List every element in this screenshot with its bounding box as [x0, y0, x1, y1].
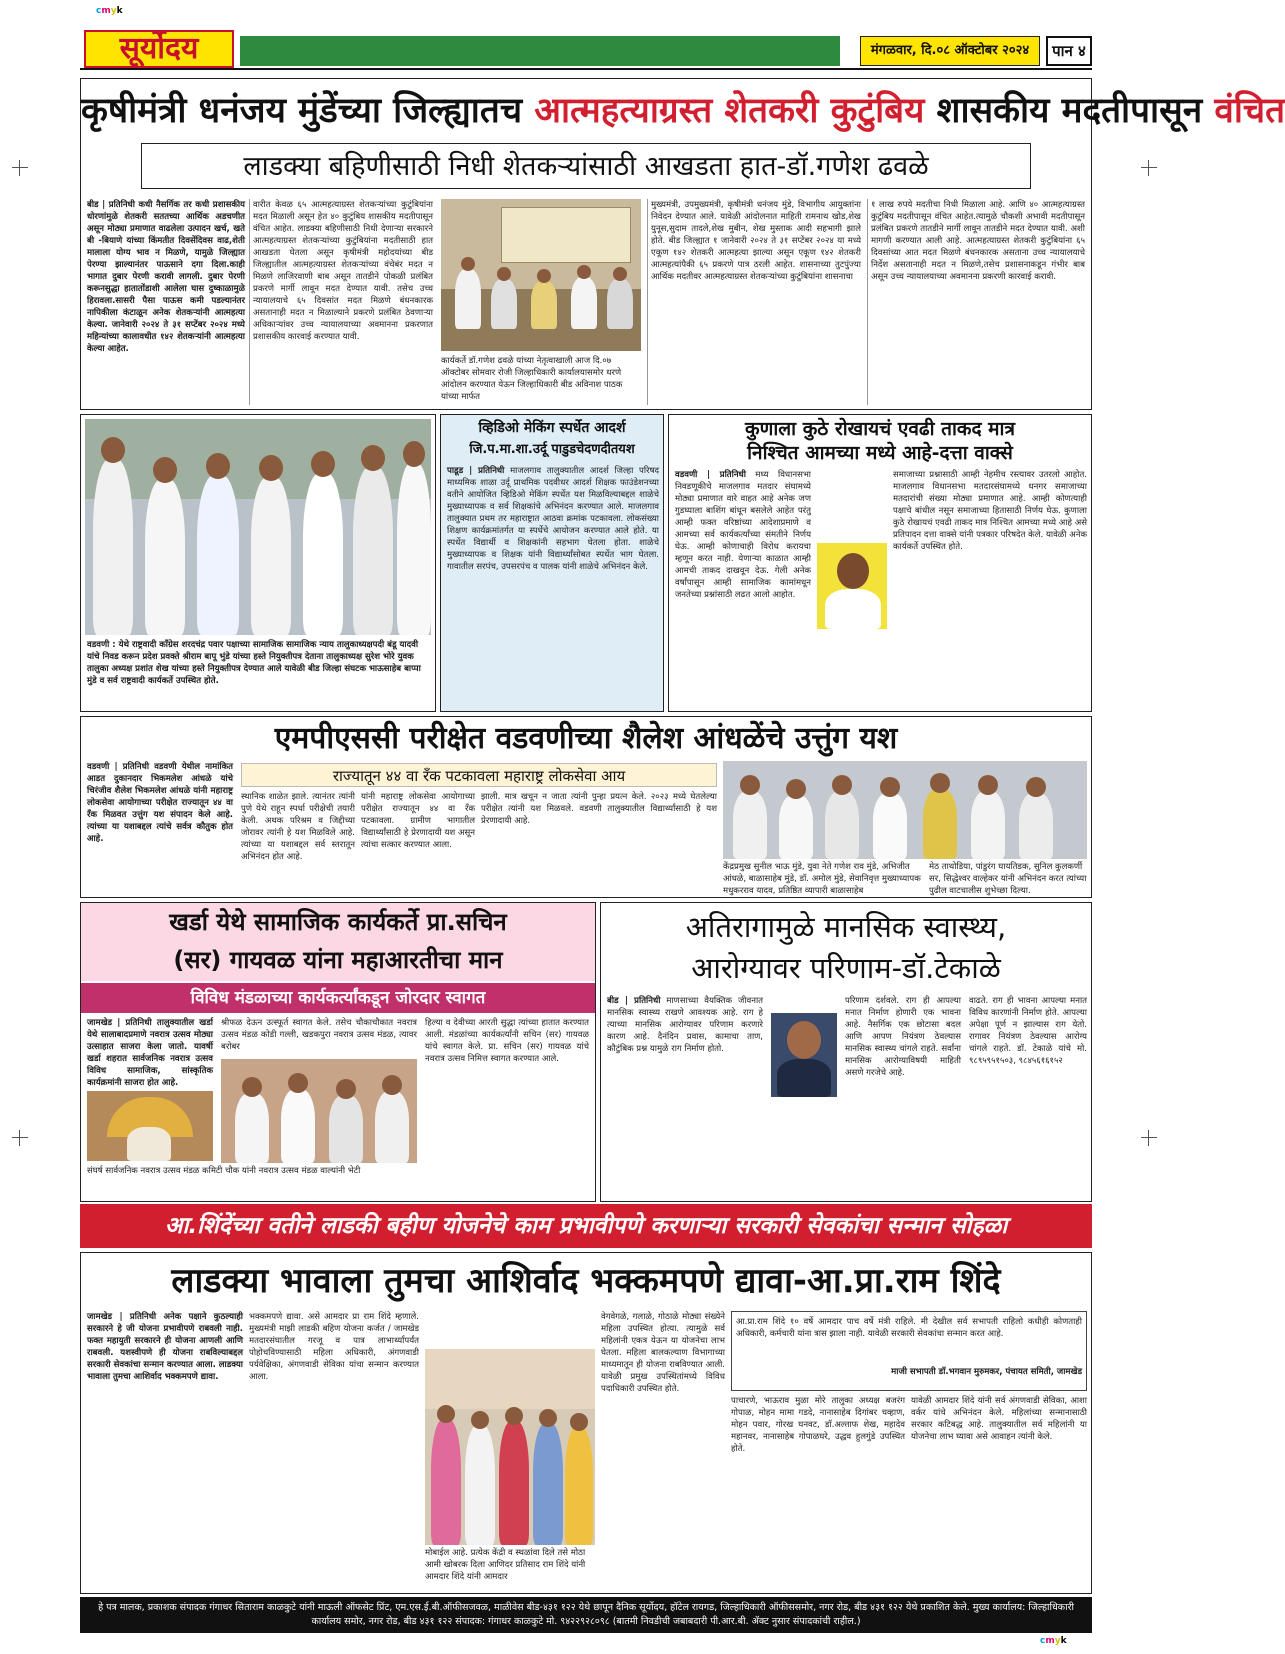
story-column: स्थानिक शाळेत झाले. त्यानंतर त्यांनी पुणे येथे राहून स्पर्धा परीक्षेची तयारी केली. अथक परिश्रम व जिद्दीच्या जोरावर त्यांनी हे यश मिळविले आहे. त्यांच्या या यशाबद्दल सर्व स्तरातून अभिनंदन होत आहे.	[241, 792, 355, 862]
story-column: समाजाच्या प्रश्नासाठी आम्ही नेहमीच रस्त्यावर उतरलो आहोत. माजलगाव विधानसभा मतदारसंघामध्ये धनगर समाजाच्या मतदारांची संख्या मोठ्या प्रमाणात आहे. आम्ही कोणत्याही पक्षाचे बांधील नसून समाजाच्या हितासाठी निर्णय घेऊ. कुणाला कुठे रोखायचं एवढी ताकद मात्र निश्चित आमच्या मध्ये आहे असे प्रतिपादन दत्ता वाक्से यांनी पत्रकार परिषदेत केले. यावेळी अनेक कार्यकर्ते उपस्थित होते.	[893, 470, 1087, 552]
story-headline: व्हिडिओ मेकिंग स्पर्धेत आदर्श	[478, 420, 626, 436]
page-number: पान ४	[1046, 36, 1092, 66]
doctor-portrait	[771, 1013, 837, 1097]
story-column: वारीत केवळ ६५ आत्महत्याग्रस्त शेतकऱ्यांच्या कुटुंबियांना मदत मिळाली असून हेत ४० कुटुंबिय शासकीय मदतीपासून वंचित आहेत. लाडक्या बहिणीसाठी निधी देणाऱ्या सरकारने आत्महत्याग्रस्त शेतकऱ्यांच्या कुटुंबियांना मदतीसाठी हात आखडता घेतला असून कृषीमंत्री महोदयांच्या बीड जिल्ह्यातील आत्महत्याग्रस्त शेतकऱ्यांच्या वंचेबंर मदत न मिळणे लाजिरवाणी बाब असून तातडीने पोकळी प्रलंबित प्रकरणे मार्गी लावून मदत देण्यात यावी. तसेच उच्च न्यायालयाचे ६५ दिवसांत मदत मिळणे बंधनकारक असतानाही मदत न मिळाल्याने प्रकरणे प्रलंबित ठेवणाऱ्या अधिकाऱ्यांवर उच्च न्यायालयाच्या अवमानना प्रकरणात प्रशासकीय कारवाई करण्यात यावी.	[253, 200, 433, 342]
photo-caption: संघर्ष सार्वजनिक नवरात्र उत्सव मंडळ कमिटी चौक यांनी नवरात्र उत्सव मंडळ वाल्यांनी भेटी	[87, 1166, 361, 1176]
story-column: परिणाम दर्शवले. राग ही आपल्या मनात निर्माण होणारी एक भावना आहे. नैसर्गिक एक छोटासा बदल आणि आपण नियंत्रण ठेवल्यास मानसिक स्वास्थ्य चांगले राहते. सर्वांना मानसिक आरोग्याविषयी माहिती असणे गरजेचे आहे.	[845, 996, 961, 1078]
story-mpsc	[80, 716, 1092, 898]
story-headline: कृषीमंत्री धनंजय मुंडेंच्या जिल्ह्यातच आत्महत्याग्रस्त शेतकरी कुटुंबिय शासकीय मदतीपासून वंचित	[81, 91, 1285, 131]
story-headline: (सर) गायवळ यांना महाआरतीचा मान	[173, 946, 503, 974]
pull-quote: आ.प्रा.राम शिंदे १० वर्षे आमदार पाच वर्षे मंत्री राहिले. मी देखील सर्व सभापती राहिलो कधीही कोणताही अधिकारी, कर्मचारी यांना त्रास झाला नाही. यावेळी सरकारी सेवकांचा सन्मान करत आहे.	[736, 1317, 1082, 1339]
story-column: वेगवेगळे, गलाळे, गोठाळे मोठ्या संख्येने महिला उपस्थित होत्या. त्यामुळे सर्व महिलांनी एकत्र येऊन या योजनेचा लाभ घेतला. महिला बालकल्याण विभागाच्या माध्यमातून ही योजना राबविण्यात आली. यावेळी प्रमुख उपस्थितांमध्ये विविध पदाधिकारी उपस्थित होते.	[601, 1312, 725, 1394]
story-column: वडवणी | प्रतिनिधी मध्य विधानसभा निवडणूकीचे माजलगाव मतदार संघामध्ये मोठ्या प्रमाणात वारे वाहत आहे अनेक जण गुडघ्याला बाशिंग बांधून बसलेले आहेत परंतु आम्ही फक्त वरिष्ठांच्या आदेशाप्रमाणे व आमच्या सर्व कार्यकर्त्यांच्या संमतीने निर्णय घेऊ. आम्ही कोणाचाही विरोध करायचा म्हणून करत नाही. येणाऱ्या काळात आम्ही आमची ताकद दाखवून देऊ. गेली अनेक वर्षांपासून आम्ही सामाजिक कामांमधून जनतेच्या प्रश्नांसाठी लढत आलो आहोत.	[675, 470, 811, 600]
ceremony-photo	[425, 1349, 595, 1545]
masthead-green-bar	[240, 36, 840, 66]
column-rule	[249, 199, 250, 405]
portrait-photo	[817, 543, 887, 629]
story-headline: खर्डा येथे सामाजिक कार्यकर्ते प्रा.सचिन	[169, 908, 507, 936]
issue-date: मंगळवार, दि.०८ ऑक्टोबर २०२४	[860, 36, 1040, 66]
column-rule	[867, 199, 868, 405]
photo-caption: कार्यकर्ते डॉ.गणेश ढवळे यांच्या नेतृत्वाखाली आज दि.०७ ऑक्टोबर सोमवार रोजी जिल्हाधिकारी कार्यालयासमोर धरणे आंदोलन करण्यात येऊन जिल्हाधिकारी बीड अविनाश पाठक यांच्या मार्फत	[441, 356, 623, 402]
newspaper-logo: सूर्योदय	[84, 30, 234, 68]
story-headline: निश्चित आमच्या मध्ये आहे-दत्ता वाक्से	[747, 442, 1013, 464]
story-column: श्रीफळ देऊन उत्स्फूर्त स्वागत केले. तसेच चौकाचौकात नवरात्र उत्सव मंडळ कोडी गल्ली, खडकपुरा नवरात्र उत्सव मंडळ, त्यावर बरोबर	[221, 1018, 417, 1052]
story-subheadline: विविध मंडळाच्या कार्यकर्त्यांकडून जोरदार स्वागत	[81, 983, 595, 1013]
story-column: भक्कमपणे द्यावा. असे आमदार प्रा राम शिंदे म्हणाले. मुख्यमंत्री माझी लाडकी बहिण योजना कर्जत / जामखेड मतदारसंघातील गरजू व पात्र लाभार्थ्यांपर्यंत पोहोचविण्यासाठी महिला अधिकारी, अंगणवाडी पर्यवेक्षिका, अंगणवाडी सेविका यांचा सन्मान करण्यात आला.	[249, 1312, 419, 1382]
story-column: जामखेड | प्रतिनिधी तालुक्यातील खर्डा येथे सालाबादप्रमाणे नवरात्र उत्सव मोठ्या उत्साहात साजरा केला जातो. यावर्षी खर्डा शहरात सार्वजनिक नवरात्र उत्सव विविध सामाजिक, सांस्कृतिक कार्यक्रमांनी साजरा होत आहे.	[87, 1018, 213, 1088]
story-column: यांनी महाराष्ट्र लोकसेवा आयोगाच्या परीक्षेत राज्यातून ४४ वा रँक पटकावला. ग्रामीण भागातील विद्यार्थ्यांसाठी हे प्रेरणादायी यश असून त्यांचा सत्कार करण्यात आला.	[361, 792, 475, 850]
story-column: बीड | प्रतिनिधी माणसाच्या वैयक्तिक जीवनात मानसिक स्वास्थ्य राखणे आवश्यक आहे. राग हे त्याच्या मानसिक आरोग्यावर परिणाम करणारे कारण आहे. दैनंदिन प्रवास, कामाचा ताण, कौटुंबिक प्रश्न यामुळे राग निर्माण होतो.	[607, 996, 763, 1054]
story-column: वाढते. राग ही भावना आपल्या मनात विविध कारणांनी निर्माण होते. आपल्या अपेक्षा पूर्ण न झाल्यास राग येतो. रागावर नियंत्रण ठेवल्यास आरोग्य चांगले राहते. डॉ. टेकाळे यांचे मो. ९८९५९५१५०३, ९८४५६१६१५२	[969, 996, 1087, 1066]
registration-mark-icon	[1141, 1130, 1157, 1146]
story-subheadline: लाडक्या बहिणीसाठी निधी शेतकऱ्यांसाठी आखडता हात-डॉ.गणेश ढवळे	[141, 143, 1031, 189]
registration-mark-icon	[12, 1130, 28, 1146]
story-anger-health	[600, 902, 1092, 1202]
registration-mark-icon	[12, 160, 28, 176]
story-datta-wakse	[668, 414, 1092, 712]
story-column: झाली. मात्र खचून न जाता त्यांनी पुन्हा प्रयत्न केले. २०२३ मध्ये घेतलेल्या परीक्षेत त्यांनी यश मिळवले. वडवणी तालुक्यातील विद्यार्थ्यांसाठी हे यश प्रेरणादायी आहे.	[481, 792, 717, 826]
photo-caption: मेठ ताथोडिया, पांडुरंग घायतिडक, सुनिल कुलकर्णी सर, सिद्धेश्वर वाल्हेकर यांनी अभिनंदन करत त्यांच्या पुढील वाटचालीस शुभेच्छा दिल्या.	[929, 862, 1087, 896]
story-headline: आरोग्यावर परिणाम-डॉ.टेकाळे	[691, 951, 1001, 985]
story-headline: अतिरागामुळे मानसिक स्वास्थ्य,	[685, 910, 1007, 944]
story-body: पाडूड | प्रतिनिधी माजलगाव तालुक्यातील आदर्श जिल्हा परिषद माध्यमिक शाळा उर्दू प्राथमिक पदवीधर आदर्श शिक्षक फाउंडेशनच्या वतीने आयोजित व्हिडिओ मेकिंग स्पर्धेत यश मिळविल्याबद्दल शाळेचे मुख्याध्यापक व सर्व शिक्षकांचे अभिनंदन करण्यात आले. माजलगाव तालुक्यात प्रथम तर महाराष्ट्रात आठवा क्रमांक पटकावला. लोकसंख्या शिक्षण कार्यक्रमांतर्गत या स्पर्धेचे आयोजन करण्यात आले होते. या स्पर्धेत विद्यार्थी व शिक्षकांनी सहभाग घेतला होता. शाळेचे मुख्याध्यापक व शिक्षक यांनी विद्यार्थ्यांसोबत स्पर्धेत भाग घेतला. गावातील सरपंच, उपसरपंच व पालक यांनी शाळेचे अभिनंदन केले.	[447, 466, 659, 572]
registration-mark-icon	[1141, 160, 1157, 176]
story-headline: लाडक्या भावाला तुमचा आशिर्वाद भक्कमपणे द्यावा-आ.प्रा.राम शिंदे	[171, 1261, 1001, 1301]
story-video-making	[440, 414, 664, 712]
story-farmer-suicides	[80, 78, 1285, 410]
photo-caption: मोबाईल आहे. प्रत्येक केंद्री व स्थळांवा दिले तसे मोठा आमी खोबरक दिला आणिदर प्रतिसाद राम शिंदे यांनी आमदार शिंदे यांनी आमदार	[425, 1548, 586, 1582]
story-headline: एमपीएससी परीक्षेत वडवणीच्या शैलेश आंधळेंचे उत्तुंग यश	[274, 721, 898, 756]
printer-color-mark: cmyk	[1040, 1636, 1067, 1646]
story-ram-shinde	[80, 1252, 1092, 1594]
aarti-photo	[87, 1091, 213, 1161]
story-subheadline: राज्यातून ४४ वा रँक पटकावला महाराष्ट्र लोकसेवा आय	[241, 763, 717, 787]
story-column: वडवणी | प्रतिनिधी वडवणी येथील नामांकित आडत दुकानदार भिकमलेश आंधळे यांचे चिरंजीव शैलेश भिकमलेश आंधळे यांनी महाराष्ट्र लोकसेवा आयोगाच्या परीक्षेत राज्यातून ४४ वा रँक मिळवत उत्तुंग यश संपादन केले आहे. त्यांच्या या यशाबद्दल त्यांचे सर्वत्र कौतुक होत आहे.	[87, 762, 233, 844]
story-column: १ लाख रुपये मदतीचा निधी मिळाला आहे. आणि ४० आत्महत्याग्रस्त कुटुंबिय मदतीपासून वंचित आहेत.त्यामुळे चौकशी अभावी मदतीपासून प्रलंबित प्रकरणे तातडीने मार्गी लावून तातडीने मदत देण्यात यावी. अशी मागणी करण्यात आली आहे. आत्महत्याग्रस्त शेतकरी कुटुंबियांना ६५ दिवसांच्या आत मदत मिळणे बंधनकारक असताना उच्च न्यायालयाचे निर्देश असतानाही मदत न मिळणे,तसेच प्रशासनाकडून गंभीर बाब असून उच्च न्यायालयाच्या अवमानना प्रकरणी कारवाई करावी.	[871, 200, 1085, 282]
photo-caption: केंद्रप्रमुख सुनील भाऊ मुंडे, युवा नेते गणेश राव मुंडे, अभिजीत आंधळे, बाळासाहेब मुंडे, डॉ. अमोल मुंडे, सेवानिवृत्त मुख्याध्यापक मधुकरराव यादव, प्रतिष्ठित व्यापारी बाळासाहेब	[723, 862, 921, 896]
event-banner: आ.शिंदेंच्या वतीने लाडकी बहीण योजनेचे काम प्रभावीपणे करणाऱ्या सरकारी सेवकांचा सन्मान सोहळा	[80, 1204, 1092, 1248]
story-column: बीड | प्रतिनिधी कधी नैसर्गिक तर कधी प्रशासकीय धोरणांमुळे शेतकरी सततच्या आर्थिक अडचणीत असून मोठ्या प्रमाणात वाढलेला उत्पादन खर्च, खते बी -बियाणे यांच्या किंमतीत दिवसेंदिवस वाढ,शेती मालाला योग्य भाव न मिळणे, यामुळे जिल्ह्यात पेरण्या झाल्यानंतर पाऊसाने दगा दिला.काही भागात दुबार पेरणी करावी लागली. दुबार पेरणी करूनसुद्धा हातातोंडाशी आलेला घास दुष्काळामुळे हिरावला.सासरी पैसा पाऊस कमी पडल्यानंतर नापिकीला कंटाळून अनेक शेतकऱ्यांनी आत्महत्या केल्या. जानेवारी २०२४ ते ३१ सप्टेंबर २०२४ मध्ये महिन्यांच्या कालावधीत १४२ शेतकऱ्यांनी आत्महत्या केल्या आहेत.	[87, 200, 245, 354]
protest-photo	[441, 199, 641, 351]
pull-quote-box	[731, 1311, 1087, 1391]
story-kharda-aarti	[80, 902, 596, 1202]
felicitation-photo	[723, 761, 1087, 859]
photo-caption: वडवणी : येथे राष्ट्रवादी काँग्रेस शरदचंद्र पवार पक्षाच्या सामाजिक सामाजिक न्याय तालुकाध्यक्षपदी बंडू यादवी यांचे निवड करून प्रदेश प्रवक्ते श्रीराम बापू भुंडे यांच्या हस्ते नियुक्तीपत्र देताना तालुकाध्यक्ष सुरेश भोरे युवक तालुका अध्यक्ष प्रशांत शेख यांच्या हस्ते नियुक्तीपत्र देण्यात आले यावेळी बीड जिल्हा संघटक भाऊसाहेब बाप्पा मुंडे व सर्व राष्ट्रवादी कार्यकर्ते उपस्थित होते.	[87, 640, 421, 686]
column-rule	[647, 199, 648, 405]
welcome-photo	[221, 1059, 417, 1163]
story-column: मुख्यमंत्री, उपमुख्यमंत्री, कृषीमंत्री धनंजय मुंडे, विभागीय आयुक्तांना निवेदन देण्यात आले. यावेळी आंदोलनात माहिती रामनाथ खोड,शेख युनूस,सुदाम तादले,शेख मुबीन, शेख मुस्ताक आदी सहभागी झाले होते. बीड जिल्ह्यात १ जानेवारी २०२४ ते ३१ सप्टेंबर २०२४ या मध्ये एकूण १४२ शेतकरी आत्महत्या झाल्या असून एकूण १४२ शेतकरी आत्महत्यांपैकी ६५ प्रकरणे पात्र ठरली आहेत. शासनाच्या तुटपुंज्या आर्थिक मदतीवर आत्महत्याग्रस्त शेतकऱ्यांच्या कुटुंबियांना शासनाचा	[651, 200, 861, 282]
story-headline-box	[81, 903, 595, 981]
story-headline: जि.प.मा.शा.उर्दू पाडुडचेदणदीतयश	[469, 442, 635, 457]
story-appointment	[80, 414, 436, 712]
story-column: जामखेड | प्रतिनिधी अनेक पक्षाने कुठल्याही सरकारने हे जी योजना प्रभावीपणे राबवली नाही. फक्त महायुती सरकारने ही योजना आणली आणि राबवली. यशस्वीपणे ही योजना राबविल्याबद्दल सरकारी सेवकांचा सन्मान करण्यात आला. लाडक्या भावाला तुमचा आशिर्वाद भक्कमपणे द्यावा.	[87, 1312, 243, 1382]
story-column: पाचारणे, भाऊराव मुळा मोरे तालुका अध्यक्ष बजरंग गोपाळ, मोहन मामा गडदे, नानासाहेब दिगांबर चव्हाण, मोहन पवार, गोरख घनवट, डॉ.अल्ताफ शेख, महादेव महानवर, नानासाहेब गोपाळघरे, उद्धव हुलगुंडे उपस्थित होते.	[731, 1396, 905, 1454]
appointment-photo	[85, 419, 431, 635]
masthead	[80, 30, 1092, 70]
printer-color-mark: cmyk	[96, 6, 123, 16]
story-column: यावेळी आमदार शिंदे यांनी सर्व अंगणवाडी सेविका, आशा वर्कर यांचे अभिनंदन केले. महिलांच्या सन्मानासाठी सरकार कटिबद्ध आहे. तालुक्यातील सर्व महिलांनी या योजनेचा लाभ घ्यावा असे आवाहन त्यांनी केले.	[911, 1396, 1087, 1442]
story-column: हिल्या व देवीच्या आरती सुद्धा त्यांच्या हातात करण्यात आली. मंडळांच्या कार्यकर्त्यांनी सचिन (सर) गायवळ यांचे स्वागत केले. प्रा. सचिन (सर) गायवळ यांचे नवरात्र उत्सव निमित्त स्वागत करण्यात आले.	[425, 1018, 589, 1064]
story-headline: कुणाला कुठे रोखायचं एवढी ताकद मात्र	[745, 418, 1015, 440]
quote-author: माजी सभापती डॉ.भगवान मुरुमकर, पंचायत समिती, जामखेड	[891, 1367, 1082, 1377]
imprint-footer: हे पत्र मालक, प्रकाशक संपादक गंगाधर सिताराम काळकुटे यांनी माऊली ऑफसेट प्रिंट, एम.एस.ई.बी.ऑफीसजवळ, माळीवेस बीड-४३१ १२२ येथे छापून दैनिक सूर्योदय, हॉटेल रायगड, जिल्हाधिकारी ऑफीससमोर, नगर रोड, बीड ४३१ १२२ येथे प्रकाशित केले. मुख्य कार्यालय: जिल्हाधिकारी कार्यालय समोर, नगर रोड, बीड ४३१ १२२ संपादक: गंगाधर काळकुटे मो. ९४२२९२८०९८ (बातमी निवडीची जबाबदारी पी.आर.बी. ॲक्ट नुसार संपादकांची राहील.)	[80, 1597, 1092, 1633]
